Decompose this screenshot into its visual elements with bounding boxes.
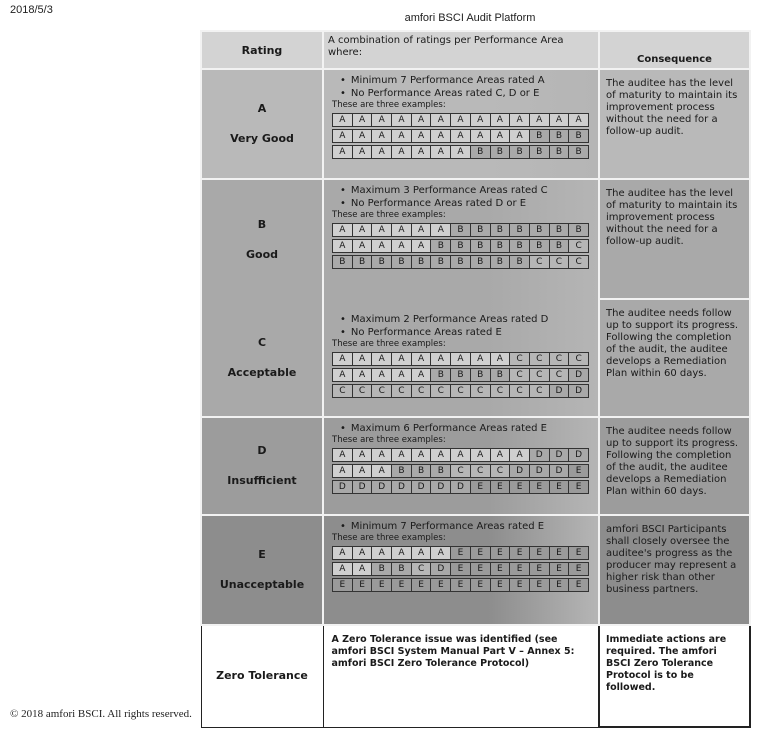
grade-cell: A bbox=[412, 130, 432, 142]
grade-cell: A bbox=[333, 114, 353, 126]
grade-cell: A bbox=[392, 130, 412, 142]
grade-cell: B bbox=[392, 465, 412, 477]
grade-cell: B bbox=[471, 224, 491, 236]
grade-cell: B bbox=[431, 256, 451, 268]
grade-cell: A bbox=[510, 449, 530, 461]
grade-cell: C bbox=[451, 465, 471, 477]
grade-cell: C bbox=[471, 465, 491, 477]
grade-cell: B bbox=[491, 146, 511, 158]
rating-row-d bbox=[201, 417, 750, 515]
grade-cell: A bbox=[333, 449, 353, 461]
grade-cell: D bbox=[569, 385, 588, 397]
grade-cell: E bbox=[471, 547, 491, 559]
grade-cell: C bbox=[353, 385, 373, 397]
grade-cell: A bbox=[372, 353, 392, 365]
grade-cell: A bbox=[412, 353, 432, 365]
rating-cell bbox=[201, 417, 323, 515]
grade-cell: A bbox=[431, 114, 451, 126]
grade-cell: D bbox=[569, 369, 588, 381]
grade-cell: C bbox=[530, 353, 550, 365]
examples-label: These are three examples: bbox=[332, 100, 446, 110]
grade-cell: C bbox=[550, 256, 570, 268]
grade-cell: A bbox=[353, 465, 373, 477]
grade-cell: B bbox=[510, 146, 530, 158]
grade-cell: E bbox=[471, 481, 491, 493]
grade-cell: D bbox=[431, 563, 451, 575]
grade-cell: D bbox=[550, 465, 570, 477]
grade-cell: A bbox=[451, 449, 471, 461]
criteria-cell bbox=[323, 299, 599, 417]
grade-cell: E bbox=[392, 579, 412, 591]
grade-cell: B bbox=[392, 563, 412, 575]
grade-cell: E bbox=[491, 579, 511, 591]
grade-cell: C bbox=[431, 385, 451, 397]
grade-cell: B bbox=[550, 130, 570, 142]
example-grid bbox=[332, 113, 589, 127]
examples-label: These are three examples: bbox=[332, 533, 446, 543]
grade-cell: D bbox=[569, 449, 588, 461]
grade-cell: E bbox=[451, 579, 471, 591]
grade-cell: A bbox=[333, 563, 353, 575]
zero-tolerance-row bbox=[201, 625, 750, 727]
grade-cell: A bbox=[392, 353, 412, 365]
rating-table bbox=[200, 30, 751, 728]
grade-cell: A bbox=[353, 114, 373, 126]
zero-tolerance-criteria: A Zero Tolerance issue was identified (see amfori BSCI System Manual Part V – Annex 5: amfori BSCI Zero Tolerance Protocol) bbox=[323, 625, 599, 727]
grade-cell: E bbox=[510, 547, 530, 559]
criteria-cell bbox=[323, 69, 599, 179]
grade-cell: E bbox=[471, 563, 491, 575]
criteria-bullet: • No Performance Areas rated C, D or E bbox=[332, 87, 592, 100]
grade-cell: B bbox=[491, 224, 511, 236]
grade-cell: A bbox=[491, 449, 511, 461]
print-date: 2018/5/3 bbox=[10, 4, 53, 16]
grade-cell: B bbox=[510, 256, 530, 268]
grade-cell: C bbox=[569, 256, 588, 268]
grade-cell: A bbox=[471, 114, 491, 126]
grade-cell: A bbox=[491, 114, 511, 126]
grade-cell: B bbox=[471, 240, 491, 252]
grade-cell: B bbox=[569, 224, 588, 236]
grade-cell: C bbox=[471, 385, 491, 397]
grade-cell: D bbox=[530, 465, 550, 477]
grade-cell: A bbox=[333, 547, 353, 559]
criteria-bullet: • Maximum 3 Performance Areas rated C bbox=[332, 184, 592, 197]
table-header bbox=[201, 31, 750, 69]
grade-cell: B bbox=[431, 369, 451, 381]
grade-cell: A bbox=[372, 146, 392, 158]
rating-letter: A bbox=[257, 102, 267, 115]
grade-cell: A bbox=[353, 240, 373, 252]
grade-cell: A bbox=[471, 130, 491, 142]
grade-cell: E bbox=[510, 563, 530, 575]
grade-cell: D bbox=[550, 385, 570, 397]
grade-cell: D bbox=[372, 481, 392, 493]
grade-cell: B bbox=[491, 256, 511, 268]
rating-label: Very Good bbox=[230, 132, 294, 145]
grade-cell: C bbox=[491, 465, 511, 477]
grade-cell: A bbox=[412, 114, 432, 126]
grade-cell: E bbox=[550, 547, 570, 559]
consequence-cell: The auditee has the level of maturity to maintain its improvement process without the need for a follow-up audit. bbox=[599, 179, 750, 299]
grade-cell: B bbox=[471, 256, 491, 268]
grade-cell: B bbox=[510, 224, 530, 236]
grade-cell: B bbox=[451, 240, 471, 252]
grade-cell: A bbox=[353, 224, 373, 236]
grade-cell: A bbox=[510, 130, 530, 142]
example-grid bbox=[332, 129, 589, 143]
grade-cell: C bbox=[550, 353, 570, 365]
grade-cell: C bbox=[333, 385, 353, 397]
grade-cell: D bbox=[353, 481, 373, 493]
example-grid bbox=[332, 562, 589, 576]
page-title: amfori BSCI Audit Platform bbox=[404, 12, 536, 24]
grade-cell: A bbox=[491, 353, 511, 365]
rating-letter: B bbox=[257, 217, 267, 231]
consequence-cell: amfori BSCI Participants shall closely oversee the auditee's progress as the producer may represent a higher risk than other business partners. bbox=[599, 515, 750, 625]
grade-cell: E bbox=[451, 547, 471, 559]
rating-letter: E bbox=[258, 548, 266, 561]
grade-cell: E bbox=[569, 563, 588, 575]
rating-row-e bbox=[201, 515, 750, 625]
grade-cell: A bbox=[412, 240, 432, 252]
grade-cell: A bbox=[333, 353, 353, 365]
grade-cell: B bbox=[510, 240, 530, 252]
criteria-bullet: • Minimum 7 Performance Areas rated A bbox=[332, 74, 592, 87]
grade-cell: E bbox=[569, 547, 588, 559]
grade-cell: C bbox=[412, 563, 432, 575]
grade-cell: B bbox=[550, 146, 570, 158]
example-grid bbox=[332, 352, 589, 366]
example-grid bbox=[332, 239, 589, 253]
criteria-cell bbox=[323, 515, 599, 625]
header-rating: Rating bbox=[201, 31, 323, 69]
consequence-cell: The auditee needs follow up to support its progress. Following the completion of the audit, the auditee develops a Remediation Plan within 60 days. bbox=[599, 299, 750, 417]
grade-cell: C bbox=[530, 369, 550, 381]
grade-cell: A bbox=[412, 449, 432, 461]
grade-cell: A bbox=[372, 114, 392, 126]
grade-cell: D bbox=[550, 449, 570, 461]
grade-cell: B bbox=[471, 369, 491, 381]
grade-cell: E bbox=[491, 547, 511, 559]
grade-cell: A bbox=[530, 114, 550, 126]
grade-cell: A bbox=[333, 224, 353, 236]
grade-cell: B bbox=[530, 146, 550, 158]
grade-cell: B bbox=[491, 369, 511, 381]
examples-label: These are three examples: bbox=[332, 435, 446, 445]
grade-cell: A bbox=[353, 547, 373, 559]
grade-cell: A bbox=[412, 547, 432, 559]
rating-label: Insufficient bbox=[227, 474, 297, 487]
grade-cell: E bbox=[569, 481, 588, 493]
example-grid bbox=[332, 448, 589, 462]
grade-cell: E bbox=[569, 579, 588, 591]
grade-cell: B bbox=[431, 240, 451, 252]
grade-cell: A bbox=[392, 547, 412, 559]
grade-cell: C bbox=[530, 385, 550, 397]
grade-cell: A bbox=[392, 114, 412, 126]
grade-cell: A bbox=[431, 146, 451, 158]
grade-cell: E bbox=[412, 579, 432, 591]
grade-cell: D bbox=[333, 481, 353, 493]
grade-cell: A bbox=[451, 146, 471, 158]
grade-cell: A bbox=[392, 224, 412, 236]
grade-cell: B bbox=[451, 369, 471, 381]
grade-cell: E bbox=[550, 563, 570, 575]
example-grid bbox=[332, 368, 589, 382]
grade-cell: C bbox=[392, 385, 412, 397]
grade-cell: D bbox=[431, 481, 451, 493]
grade-cell: A bbox=[491, 130, 511, 142]
criteria-bullet: • No Performance Areas rated D or E bbox=[332, 197, 592, 210]
grade-cell: A bbox=[372, 130, 392, 142]
grade-cell: C bbox=[510, 385, 530, 397]
grade-cell: A bbox=[392, 146, 412, 158]
rating-label: Acceptable bbox=[227, 365, 297, 379]
grade-cell: A bbox=[431, 449, 451, 461]
grade-cell: B bbox=[412, 465, 432, 477]
grade-cell: D bbox=[530, 449, 550, 461]
grade-cell: A bbox=[353, 369, 373, 381]
rating-label: Unacceptable bbox=[219, 578, 305, 591]
grade-cell: A bbox=[392, 240, 412, 252]
grade-cell: E bbox=[372, 579, 392, 591]
grade-cell: A bbox=[392, 369, 412, 381]
copyright-footer: © 2018 amfori BSCI. All rights reserved. bbox=[10, 708, 192, 720]
rating-cell bbox=[201, 179, 323, 299]
example-grid bbox=[332, 578, 589, 592]
grade-cell: A bbox=[372, 369, 392, 381]
grade-cell: B bbox=[530, 240, 550, 252]
grade-cell: B bbox=[569, 130, 588, 142]
criteria-cell bbox=[323, 179, 599, 299]
grade-cell: C bbox=[451, 385, 471, 397]
grade-cell: E bbox=[431, 579, 451, 591]
header-consequence: Consequence bbox=[599, 31, 750, 69]
grade-cell: C bbox=[550, 369, 570, 381]
grade-cell: D bbox=[392, 481, 412, 493]
grade-cell: C bbox=[569, 240, 588, 252]
grade-cell: A bbox=[471, 353, 491, 365]
grade-cell: A bbox=[372, 465, 392, 477]
criteria-bullet: • Maximum 6 Performance Areas rated E bbox=[332, 422, 592, 435]
consequence-cell: The auditee has the level of maturity to maintain its improvement process without the need for a follow-up audit. bbox=[599, 69, 750, 179]
rating-letter: D bbox=[257, 444, 267, 457]
rating-cell bbox=[201, 515, 323, 625]
grade-cell: B bbox=[451, 256, 471, 268]
grade-cell: A bbox=[412, 369, 432, 381]
rating-row-a bbox=[201, 69, 750, 179]
grade-cell: A bbox=[550, 114, 570, 126]
example-grid bbox=[332, 384, 589, 398]
grade-cell: A bbox=[431, 130, 451, 142]
grade-cell: E bbox=[530, 563, 550, 575]
grade-cell: B bbox=[530, 130, 550, 142]
grade-cell: E bbox=[530, 579, 550, 591]
grade-cell: E bbox=[491, 563, 511, 575]
grade-cell: E bbox=[530, 547, 550, 559]
grade-cell: A bbox=[471, 449, 491, 461]
zero-tolerance-label: Zero Tolerance bbox=[201, 625, 323, 727]
criteria-cell bbox=[323, 417, 599, 515]
consequence-cell: The auditee needs follow up to support its progress. Following the completion of the audit, the auditee develops a Remediation Plan within 60 days. bbox=[599, 417, 750, 515]
grade-cell: A bbox=[412, 146, 432, 158]
grade-cell: B bbox=[333, 256, 353, 268]
zero-tolerance-consequence: Immediate actions are required. The amfori BSCI Zero Tolerance Protocol is to be followed. bbox=[599, 625, 750, 727]
grade-cell: B bbox=[412, 256, 432, 268]
grade-cell: B bbox=[471, 146, 491, 158]
grade-cell: C bbox=[510, 369, 530, 381]
grade-cell: A bbox=[392, 449, 412, 461]
grade-cell: B bbox=[550, 240, 570, 252]
criteria-bullet: • Minimum 7 Performance Areas rated E bbox=[332, 520, 592, 533]
grade-cell: A bbox=[372, 224, 392, 236]
example-grid bbox=[332, 255, 589, 269]
grade-cell: A bbox=[353, 146, 373, 158]
grade-cell: A bbox=[372, 449, 392, 461]
grade-cell: A bbox=[333, 240, 353, 252]
grade-cell: A bbox=[451, 114, 471, 126]
grade-cell: B bbox=[353, 256, 373, 268]
grade-cell: C bbox=[569, 353, 588, 365]
grade-cell: B bbox=[569, 146, 588, 158]
grade-cell: B bbox=[372, 256, 392, 268]
grade-cell: E bbox=[530, 481, 550, 493]
grade-cell: A bbox=[353, 353, 373, 365]
grade-cell: D bbox=[510, 465, 530, 477]
examples-label: These are three examples: bbox=[332, 339, 446, 349]
grade-cell: C bbox=[412, 385, 432, 397]
grade-cell: A bbox=[353, 563, 373, 575]
grade-cell: B bbox=[530, 224, 550, 236]
rating-letter: C bbox=[257, 335, 267, 349]
example-grid bbox=[332, 145, 589, 159]
grade-cell: A bbox=[333, 130, 353, 142]
grade-cell: B bbox=[392, 256, 412, 268]
grade-cell: A bbox=[372, 547, 392, 559]
grade-cell: C bbox=[530, 256, 550, 268]
grade-cell: A bbox=[333, 465, 353, 477]
grade-cell: A bbox=[451, 130, 471, 142]
criteria-bullet: • No Performance Areas rated E bbox=[332, 326, 592, 339]
grade-cell: A bbox=[412, 224, 432, 236]
grade-cell: E bbox=[333, 579, 353, 591]
grade-cell: A bbox=[431, 547, 451, 559]
grade-cell: E bbox=[451, 563, 471, 575]
grade-cell: A bbox=[569, 114, 588, 126]
grade-cell: B bbox=[491, 240, 511, 252]
rating-cell bbox=[201, 69, 323, 179]
example-grid bbox=[332, 223, 589, 237]
grade-cell: E bbox=[353, 579, 373, 591]
grade-cell: E bbox=[550, 481, 570, 493]
grade-cell: A bbox=[510, 114, 530, 126]
grade-cell: A bbox=[333, 369, 353, 381]
grade-cell: C bbox=[491, 385, 511, 397]
grade-cell: B bbox=[550, 224, 570, 236]
grade-cell: A bbox=[372, 240, 392, 252]
grade-cell: B bbox=[431, 465, 451, 477]
grade-cell: B bbox=[372, 563, 392, 575]
grade-cell: A bbox=[353, 449, 373, 461]
grade-cell: A bbox=[451, 353, 471, 365]
header-combination: A combination of ratings per Performance Area where: bbox=[323, 31, 599, 69]
grade-cell: E bbox=[510, 579, 530, 591]
criteria-bullet: • Maximum 2 Performance Areas rated D bbox=[332, 313, 592, 326]
examples-label: These are three examples: bbox=[332, 210, 446, 220]
example-grid bbox=[332, 464, 589, 478]
grade-cell: E bbox=[569, 465, 588, 477]
example-grid bbox=[332, 480, 589, 494]
grade-cell: B bbox=[451, 224, 471, 236]
grade-cell: C bbox=[372, 385, 392, 397]
grade-cell: A bbox=[333, 146, 353, 158]
grade-cell: E bbox=[471, 579, 491, 591]
rating-label: Good bbox=[245, 247, 279, 261]
grade-cell: E bbox=[491, 481, 511, 493]
rating-row-c bbox=[201, 299, 750, 417]
grade-cell: E bbox=[510, 481, 530, 493]
grade-cell: A bbox=[431, 224, 451, 236]
rating-cell bbox=[201, 299, 323, 417]
grade-cell: A bbox=[353, 130, 373, 142]
grade-cell: C bbox=[510, 353, 530, 365]
example-grid bbox=[332, 546, 589, 560]
grade-cell: D bbox=[412, 481, 432, 493]
grade-cell: E bbox=[550, 579, 570, 591]
rating-row-b bbox=[201, 179, 750, 299]
grade-cell: A bbox=[431, 353, 451, 365]
grade-cell: D bbox=[451, 481, 471, 493]
